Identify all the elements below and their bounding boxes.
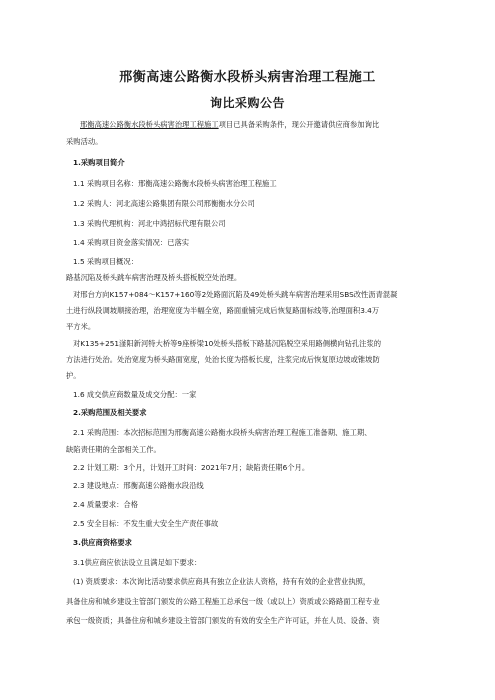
section-1-heading: 1.采购项目简介 (73, 158, 125, 167)
item-2-3: 2.3 建设地点：邢衡高速公路衡水段沿线 (73, 481, 204, 490)
intro-line-1 (80, 120, 436, 130)
intro-line-2: 采购活动。 (66, 137, 103, 146)
overview-p3-line3: 护。 (66, 371, 81, 380)
item-2-5: 2.5 安全目标：不发生重大安全生产责任事故 (73, 519, 219, 528)
item-1-1: 1.1 采购项目名称：邢衡高速公路衡水段桥头病害治理工程施工 (73, 179, 277, 188)
overview-p3-line1: 对K135+251滏阳新河特大桥等9座桥梁10处桥头搭板下路基沉陷脱空采用路侧横向钻孔注浆的 (73, 339, 382, 348)
section-3-heading: 3.供应商资格要求 (73, 538, 132, 547)
item-1-4: 1.4 采购项目资金落实情况：已落实 (73, 238, 190, 247)
item-2-4: 2.4 质量要求：合格 (73, 500, 139, 509)
item-2-1-line2: 缺陷责任期的全部相关工作。 (66, 445, 161, 454)
overview-p1: 路基沉陷及桥头跳车病害治理及桥头搭板脱空处治理。 (66, 273, 242, 282)
overview-p2-line3: 平方米。 (66, 322, 96, 331)
section-2-heading: 2.采购范围及相关要求 (73, 408, 147, 417)
item-2-2: 2.2 计划工期：3个月，计划开工时间：2021年7月；缺陷责任期6个月。 (73, 463, 310, 472)
document-subtitle: 询比采购公告 (209, 96, 285, 110)
item-2-1-line1: 2.1 采购范围：本次招标范围为邢衡高速公路衡水段桥头病害治理工程施工准备期、施工期、 (73, 428, 372, 437)
item-1-2: 1.2 采购人：河北高速公路集团有限公司邢衡衡水分公司 (73, 199, 255, 208)
document-title: 邢衡高速公路衡水段桥头病害治理工程施工 (119, 70, 376, 85)
item-3-p1-line1: (1) 资质要求：本次询比活动要求供应商具有独立企业法人资格，持有有效的企业营业执照， (73, 577, 371, 586)
overview-p2-line1: 对邢台方向K157+084～K157+160等2处路面沉陷及49处桥头跳车病害治理采用SBS改性沥青混凝 (73, 290, 398, 299)
intro-project-name: 邢衡高速公路衡水段桥头病害治理工程施工 (80, 120, 219, 129)
item-1-6: 1.6 成交供应商数量及成交分配：一家 (73, 390, 197, 399)
item-3-p1-line2: 具备住房和城乡建设主管部门颁发的公路工程施工总承包一级（或以上）资质或公路路面工程专业 (66, 597, 380, 606)
overview-p3-line2: 方法进行处治。处治宽度为桥头路面宽度，处治长度为搭板长度，注浆完成后恢复原边坡或锥坡防 (66, 355, 380, 364)
item-1-5: 1.5 采购项目概况： (73, 257, 139, 266)
item-3-1: 3.1供应商应依法设立且满足如下要求： (73, 558, 202, 567)
item-3-p1-line3: 承包一级资质；具备住房和城乡建设主管部门颁发的有效的安全生产许可证，并在人员、设备、资 (66, 616, 380, 625)
overview-p2-line2: 土进行纵段调坡顺接治理，治理宽度为半幅全宽，路面重铺完成后恢复路面标线等,治理面积3.4万 (66, 306, 380, 315)
item-1-3: 1.3 采购代理机构：河北中鸿招标代理有限公司 (73, 219, 226, 228)
intro-rest: 项目已具备采购条件，现公开邀请供应商参加询比 (218, 120, 380, 129)
